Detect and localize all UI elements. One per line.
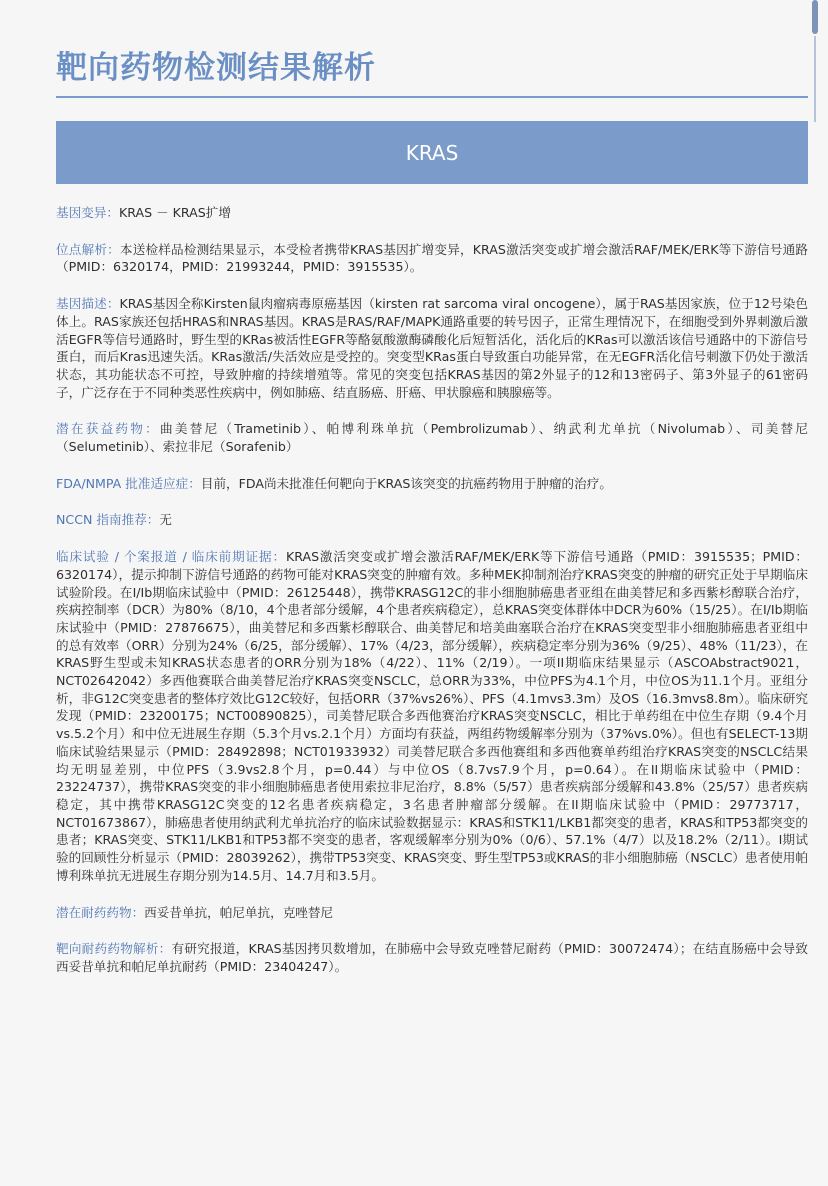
clinical-trials-label: 临床试验 / 个案报道 / 临床前期证据： [56, 549, 286, 565]
gene-variant-label: 基因变异： [56, 205, 119, 220]
scrollbar[interactable] [816, 0, 824, 130]
clinical-trials-text: KRAS激活突变或扩增会激活RAF/MEK/ERK等下游信号通路（PMID：3915535；PMID：6320174），提示抑制下游信号通路的药物可能对KRAS突变的肿瘤有效。多种MEK抑制剂治疗KRAS突变的肿瘤的研究正处于早期临床试验阶段。在I/Ib期临床试验中（PMID：26125448），携带KRASG12C的非小细胞肺癌患者亚组在曲美替尼和多西紫杉醇联合治疗，疾病控制率（DCR）为80%（8/10，4个患者部分缓解，4个患者疾病稳定），总KRAS突变体群体中DCR为60%（15/25）。在I/Ib期临床试验中（PMID：27876675），曲美替尼和多西紫杉醇联合、曲美替尼和培美曲塞联合治疗在KRAS突变型非小细胞肺癌患者亚组中的总有效率（ORR）分别为24%（6/25，部分缓解）、17%（4/23，部分缓解），疾病稳定率分别为36%（9/25）、48%（11/23），在KRAS野生型或未知KRAS状态患者的ORR分别为18%（4/22）、11%（2/19）。一项II期临床结果显示（ASCOAbstract9021，NCT02642042）多西他赛联合曲美替尼治疗KRAS突变NSCLC，总ORR为33%，中位PFS为4.1个月，中位OS为11.1个月。亚组分析，非G12C突变患者的整体疗效比G12C较好，包括ORR（37%vs26%）、PFS（4.1mvs3.3m）及OS（16.3mvs8.8m）。临床研究发现（PMID：23200175；NCT00890825），司美替尼联合多西他赛治疗KRAS突变NSCLC，相比于单药组在中位生存期（9.4个月vs.5.2个月）和中位无进展生存期（5.3个月vs.2.1个月）方面均有获益，两组药物缓解率分别为（37%vs.0%）。但也有SELECT-13期临床试验结果显示（PMID：28492898；NCT01933932）司美替尼联合多西他赛组和多西他赛单药组治疗KRAS突变的NSCLC结果均无明显差别，中位PFS（3.9vs2.8个月，p=0.44）与中位OS（8.7vs7.9个月，p=0.64）。在II期临床试验中（PMID：23224737），携带KRAS突变的非小细胞肺癌患者使用索拉非尼治疗，8.8%（5/57）患者疾病部分缓解和43.8%（25/57）患者疾病稳定，其中携带KRASG12C突变的12名患者疾病稳定，3名患者肿瘤部分缓解。在II期临床试验中（PMID：29773717，NCT01673867），肺癌患者使用纳武利尤单抗治疗的临床试验数据显示：KRAS和STK11/LKB1都突变的患者，KRAS和TP53都突变的患者；KRAS突变、STK11/LKB1和TP53都不突变的患者，客观缓解率分别为0%（0/6）、57.1%（4/7）以及18.2%（2/11）。I期试验的回顾性分析显示（PMID：28039262），携带TP53突变、KRAS突变、野生型TP53或KRAS的非小细胞肺癌（NSCLC）患者使用帕博利珠单抗无进展生存期分别为14.5月、14.7月和3.5月。 [56, 549, 809, 883]
fda-approval-section [56, 475, 808, 493]
nccn-text: 无 [159, 512, 172, 528]
site-analysis-section [56, 241, 808, 276]
report-content [56, 204, 808, 990]
resistance-analysis-section [56, 940, 808, 975]
gene-description-label: 基因描述： [56, 296, 120, 312]
resistant-drugs-text: 西妥昔单抗，帕尼单抗，克唑替尼 [144, 904, 334, 920]
gene-banner [56, 121, 808, 184]
nccn-label: NCCN 指南推荐： [56, 512, 160, 528]
site-analysis-text: 本送检样品检测结果显示，本受检者携带KRAS基因扩增变异，KRAS激活突变或扩增会激活RAF/MEK/ERK等下游信号通路（PMID：6320174，PMID：21993244，PMID：3915535）。 [56, 241, 808, 275]
gene-description-section [56, 295, 808, 401]
resistance-analysis-text: 有研究报道，KRAS基因拷贝数增加，在肺癌中会导致克唑替尼耐药（PMID：30072474）；在结直肠癌中会导致西妥昔单抗和帕尼单抗耐药（PMID：23404247）。 [56, 941, 808, 974]
resistant-drugs-section [56, 904, 808, 922]
fda-approval-label: FDA/NMPA 批准适应症： [56, 475, 201, 491]
title-divider [56, 96, 808, 98]
scrollbar-rail [814, 36, 816, 122]
potential-drugs-section [56, 420, 808, 455]
potential-drugs-label: 潜在获益药物： [56, 421, 160, 437]
scrollbar-thumb[interactable] [812, 0, 818, 34]
gene-variant-section [56, 204, 808, 222]
site-analysis-label: 位点解析： [56, 241, 120, 257]
potential-drugs-text: 曲美替尼（Trametinib）、帕博利珠单抗（Pembrolizumab）、纳武利尤单抗（Nivolumab）、司美替尼（Selumetinib）、索拉非尼（Sorafenib） [56, 421, 808, 455]
gene-banner-label: KRAS [405, 140, 459, 165]
page-title: 靶向药物检测结果解析 [56, 50, 376, 86]
gene-description-text: KRAS基因全称Kirsten鼠肉瘤病毒原癌基因（kirsten rat sarcoma viral oncogene），属于RAS基因家族，位于12号染色体上。RAS家族还包括HRAS和NRAS基因。KRAS是RAS/RAF/MAPK通路重要的转号因子，正常生理情况下，在细胞受到外界刺激后激活EGFR等信号通路时，野生型的KRas被活性EGFR等酪氨酸激酶磷酸化后短暂活化，活化后的KRas可以激活该信号通路中的下游信号蛋白，而后Kras迅速失活。KRas激活/失活效应是受控的。突变型KRas蛋白导致蛋白功能异常，在无EGFR活化信号刺激下仍处于激活状态，其功能状态不可控，导致肿瘤的持续增殖等。常见的突变包括KRAS基因的第2外显子的12和13密码子、第3外显子的61密码子，广泛存在于不同种类恶性疾病中，例如肺癌、结直肠癌、肝癌、甲状腺癌和胰腺癌等。 [56, 296, 808, 400]
resistant-drugs-label: 潜在耐药药物： [56, 904, 145, 920]
clinical-trials-section [56, 548, 808, 884]
fda-approval-text: 目前，FDA尚未批准任何靶向于KRAS该突变的抗癌药物用于肿瘤的治疗。 [200, 475, 612, 491]
resistance-analysis-label: 靶向耐药药物解析： [56, 941, 172, 957]
gene-variant-text: KRAS － KRAS扩增 [118, 205, 231, 220]
nccn-section [56, 511, 808, 529]
